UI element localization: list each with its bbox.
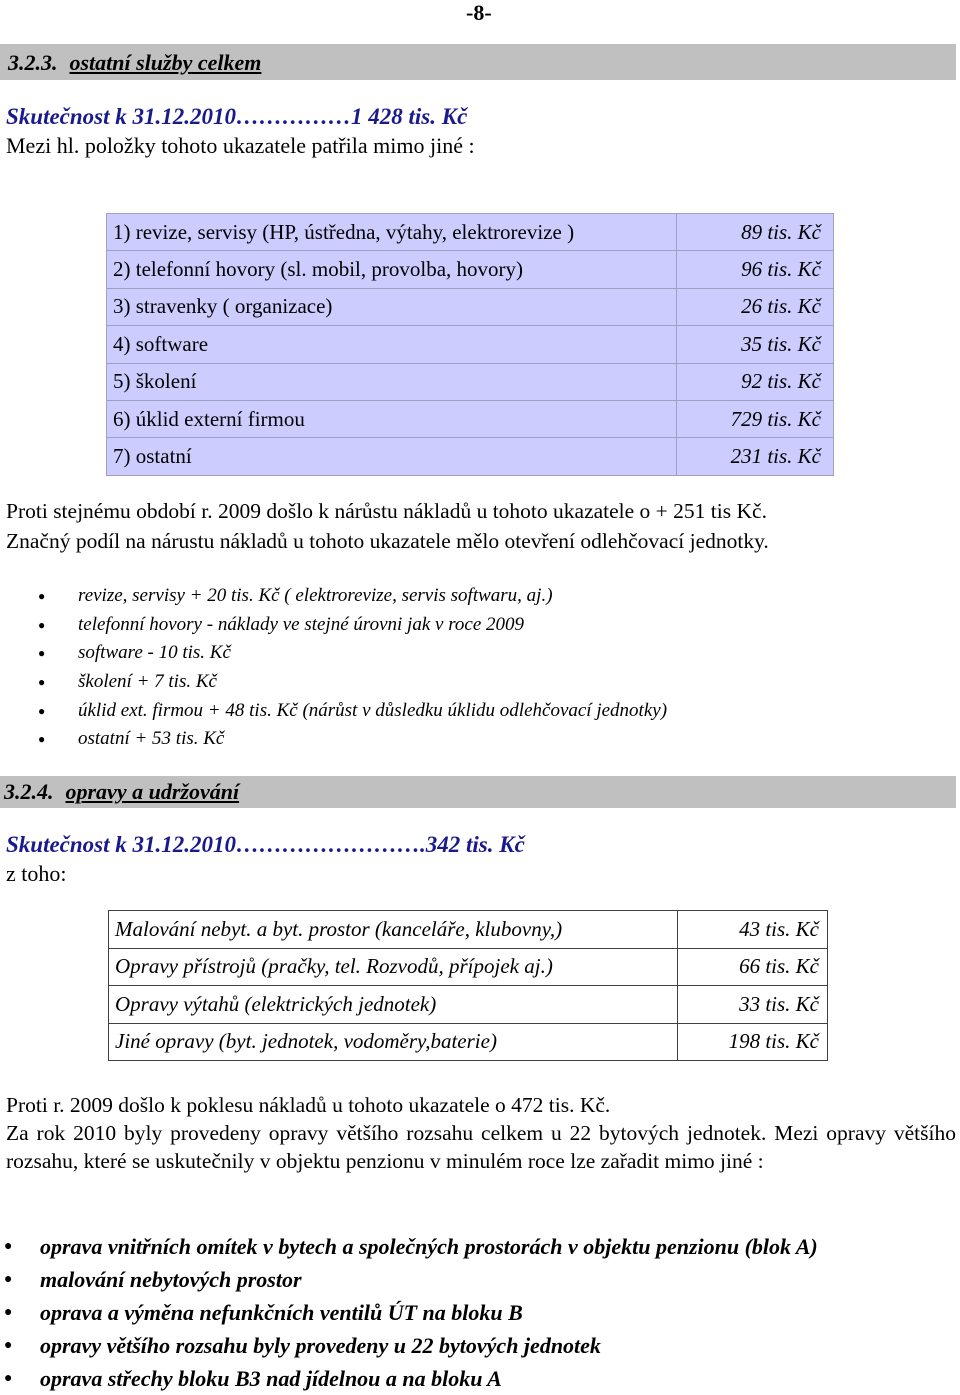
list-item: ● oprava střechy bloku B3 nad jídelnou a na bloku A (0, 1362, 818, 1395)
item-label: Jiné opravy (byt. jednotek, vodoměry,baterie) (109, 1023, 678, 1061)
item-label: Opravy přístrojů (pračky, tel. Rozvodů, přípojek aj.) (109, 948, 678, 986)
list-item: ● oprava vnitřních omítek v bytech a společných prostorách v objektu penzionu (blok A) (0, 1230, 818, 1263)
comparison-text: Proti r. 2009 došlo k poklesu nákladů u tohoto ukazatele o 472 tis. Kč. (6, 1093, 611, 1117)
comparison-text: Proti stejnému období r. 2009 došlo k nárůstu nákladů u tohoto ukazatele o + 251 tis Kč. (6, 499, 767, 523)
table-row (107, 438, 834, 475)
list-item: ● revize, servisy + 20 tis. Kč ( elektrorevize, servis softwaru, aj.) (0, 582, 667, 611)
item-value: 89 tis. Kč (677, 214, 834, 251)
comparison-text-2: Značný podíl na nárustu nákladů u tohoto ukazatele mělo otevření odlehčovací jednotky. (6, 529, 769, 553)
table-row (107, 288, 834, 325)
item-label: 4) software (107, 326, 677, 363)
item-label: Opravy výtahů (elektrických jednotek) (109, 986, 678, 1024)
list-item: ● software - 10 tis. Kč (0, 639, 667, 668)
table-row (107, 251, 834, 288)
item-value: 43 tis. Kč (678, 911, 828, 949)
actual-label: Skutečnost k 31.12.2010 (6, 104, 237, 129)
item-value: 26 tis. Kč (677, 288, 834, 325)
table-row (109, 986, 828, 1024)
item-value: 35 tis. Kč (677, 326, 834, 363)
change-list (0, 582, 667, 754)
item-value: 231 tis. Kč (677, 438, 834, 475)
section-title: ostatní služby celkem (69, 50, 262, 75)
table-row (107, 326, 834, 363)
list-item: ● úklid ext. firmou + 48 tis. Kč (nárůst v důsledku úklidu odlehčovací jednotky) (0, 697, 667, 726)
item-label: 2) telefonní hovory (sl. mobil, provolba, hovory) (107, 251, 677, 288)
item-value: 96 tis. Kč (677, 251, 834, 288)
list-item: ● ostatní + 53 tis. Kč (0, 725, 667, 754)
other-services-table (106, 213, 834, 476)
section-intro: Mezi hl. položky tohoto ukazatele patřila mimo jiné : (6, 133, 475, 158)
section-heading-other-services (0, 44, 956, 80)
table-row (109, 911, 828, 949)
actual-dots: …………… (236, 104, 352, 129)
page-number: -8- (466, 0, 492, 25)
list-item: ● opravy většího rozsahu byly provedeny u 22 bytových jednotek (0, 1329, 818, 1362)
item-value: 92 tis. Kč (677, 363, 834, 400)
section-heading-repairs (0, 776, 956, 808)
actual-amount-line (6, 832, 525, 858)
table-row (107, 214, 834, 251)
section-number: 3.2.3. (8, 50, 58, 75)
repairs-paragraph: Za rok 2010 byly provedeny opravy většího rozsahu celkem u 22 bytových jednotek. Mezi opravy většího rozsahu, které se uskutečnily v objektu penzionu v minulém roce lze zařadit mimo jiné : (6, 1121, 956, 1173)
actual-label: Skutečnost k 31.12.2010 (6, 832, 237, 857)
section-number: 3.2.4. (4, 779, 54, 804)
item-label: 3) stravenky ( organizace) (107, 288, 677, 325)
repairs-list (0, 1230, 818, 1395)
item-label: Malování nebyt. a byt. prostor (kanceláře, klubovny,) (109, 911, 678, 949)
actual-value: 1 428 tis. Kč (351, 104, 468, 129)
section-intro: z toho: (6, 861, 67, 886)
list-item: ● oprava a výměna nefunkčních ventilů ÚT na bloku B (0, 1296, 818, 1329)
actual-value: 342 tis. Kč (425, 832, 525, 857)
item-label: 5) školení (107, 363, 677, 400)
item-value: 66 tis. Kč (678, 948, 828, 986)
item-value: 33 tis. Kč (678, 986, 828, 1024)
section-title: opravy a udržování (65, 779, 240, 804)
item-label: 7) ostatní (107, 438, 677, 475)
table-row (109, 1023, 828, 1061)
table-row (107, 400, 834, 437)
list-item: ● telefonní hovory - náklady ve stejné úrovni jak v roce 2009 (0, 611, 667, 640)
actual-amount-line (6, 104, 467, 130)
table-row (109, 948, 828, 986)
table-row (107, 363, 834, 400)
repairs-table (108, 910, 828, 1061)
item-label: 1) revize, servisy (HP, ústředna, výtahy, elektrorevize ) (107, 214, 677, 251)
item-value: 198 tis. Kč (678, 1023, 828, 1061)
list-item: ● školení + 7 tis. Kč (0, 668, 667, 697)
item-value: 729 tis. Kč (677, 400, 834, 437)
item-label: 6) úklid externí firmou (107, 400, 677, 437)
actual-dots: ……………………. (236, 832, 426, 857)
list-item: ● malování nebytových prostor (0, 1263, 818, 1296)
